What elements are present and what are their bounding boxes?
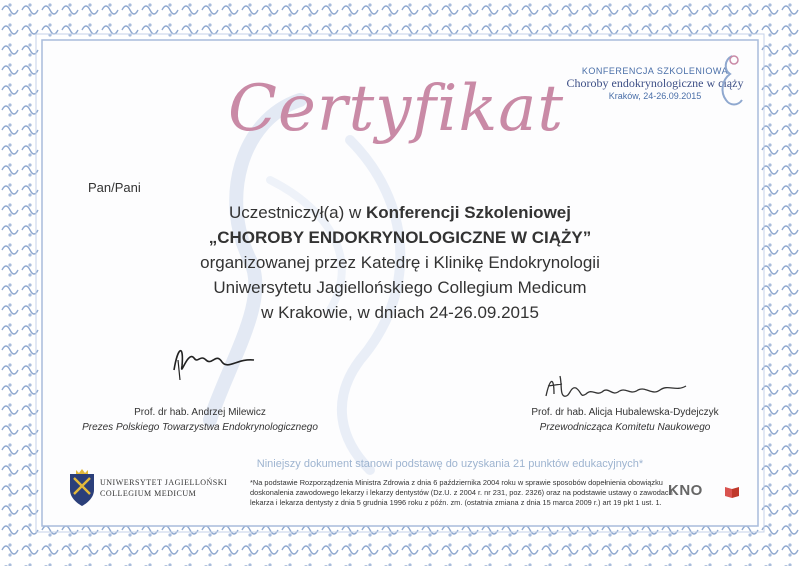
body-line-2: „CHOROBY ENDOKRYNOLOGICZNE W CIĄŻY” xyxy=(208,228,592,247)
signature-left xyxy=(168,340,258,382)
certificate-body xyxy=(120,200,680,325)
conference-name: Choroby endokrynologiczne w ciąży xyxy=(566,76,744,90)
conference-place-date: Kraków, 24-26.09.2015 xyxy=(608,91,702,101)
sponsor-logo: KNO xyxy=(668,482,703,499)
legal-footnote: *Na podstawie Rozporządzenia Ministra Zdrowia z dnia 6 października 2004 roku w sprawie sposobów dopełnienia obowiązku doskonalenia zawodowego lekarzy i lekarzy dentystów (Dz.U. z 2004 r. nr 231, poz. 2326) oraz na podstawie ustawy o zawodach lekarza i lekarza dentysty z dnia 5 grudnia 1996 roku z późn. zm. (ostatnia zmiana z dnia 15 marca 2009 r.) art 19 pkt 1 ust. 1. xyxy=(250,478,673,507)
body-line-5: w Krakowie, w dniach 24-26.09.2015 xyxy=(261,303,539,322)
points-note: Niniejszy dokument stanowi podstawę do uzyskania 21 punktów edukacyjnych* xyxy=(256,458,644,470)
signatory-left-role: Prezes Polskiego Towarzystwa Endokrynologicznego xyxy=(82,422,318,433)
signatory-right-name: Prof. dr hab. Alicja Hubalewska-Dydejczyk xyxy=(531,407,719,418)
signature-right xyxy=(540,372,690,402)
conference-type: Konferencji Szkoleniowej xyxy=(365,203,571,222)
body-line-1: Uczestniczył(a) w Konferencji Szkoleniowej xyxy=(229,203,571,222)
conference-logo xyxy=(560,66,750,101)
addressee: Pan/Pani xyxy=(88,180,141,195)
body-line-3: organizowanej przez Katedrę i Klinikę Endokrynologii xyxy=(200,253,600,272)
signatory-right xyxy=(500,405,750,435)
conference-label: KONFERENCJA SZKOLENIOWA xyxy=(581,66,729,76)
certificate-title: Certyfikat xyxy=(228,72,565,146)
signatory-left xyxy=(80,405,320,435)
signatory-right-role: Przewodnicząca Komitetu Naukowego xyxy=(539,422,711,433)
body-line-4: Uniwersytetu Jagiellońskiego Collegium Medicum xyxy=(213,278,587,297)
book-icon xyxy=(724,485,740,499)
signatory-left-name: Prof. dr hab. Andrzej Milewicz xyxy=(134,407,266,418)
university-name: UNIWERSYTET JAGIELLOŃSKI COLLEGIUM MEDICUM xyxy=(100,478,228,498)
pregnant-figure-icon xyxy=(710,52,750,112)
